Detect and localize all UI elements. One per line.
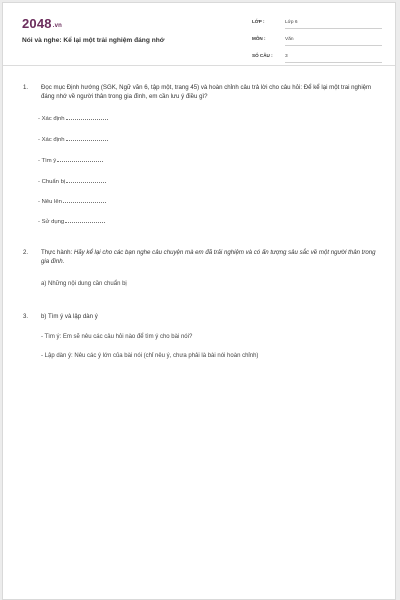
answer-blank[interactable] xyxy=(65,217,105,223)
meta-label: SỐ CÂU : xyxy=(252,53,273,58)
item-label: - Xác định xyxy=(38,116,65,122)
meta-row-class xyxy=(252,17,382,34)
question-number: 3. xyxy=(23,313,29,320)
meta-row-subject xyxy=(252,34,382,51)
meta-table xyxy=(252,17,382,68)
question-number: 1. xyxy=(23,84,29,91)
worksheet-page xyxy=(2,2,396,600)
question-text: b) Tìm ý và lập dàn ý xyxy=(41,313,98,320)
question-3-sub-outline: - Lập dàn ý: Nêu các ý lớn của bài nói (chỉ nêu ý, chưa phải là bài nói hoàn chỉnh) xyxy=(41,353,259,359)
meta-value: Văn xyxy=(285,36,382,46)
item-label: - Nêu lên xyxy=(38,199,62,205)
item-label: - Tìm ý xyxy=(38,158,57,164)
answer-blank[interactable] xyxy=(63,197,106,203)
answer-item[interactable] xyxy=(38,177,106,187)
worksheet-body xyxy=(3,65,395,599)
logo-text: 2048 xyxy=(22,16,52,31)
site-logo[interactable] xyxy=(22,16,62,31)
answer-blank[interactable] xyxy=(66,177,106,183)
answer-item[interactable] xyxy=(38,156,103,166)
meta-value: Lớp 6 xyxy=(285,19,382,29)
question-3-sub-find-ideas: - Tìm ý: Em sẽ nêu các câu hỏi nào để tìm ý cho bài nói? xyxy=(41,334,193,340)
answer-item[interactable] xyxy=(38,197,106,207)
answer-item[interactable] xyxy=(38,217,105,227)
question-number: 2. xyxy=(23,249,29,256)
meta-label: LỚP : xyxy=(252,19,265,24)
answer-blank[interactable] xyxy=(57,156,103,162)
answer-item[interactable] xyxy=(38,114,108,124)
answer-item[interactable] xyxy=(38,135,108,145)
item-label: - Sử dụng xyxy=(38,219,65,225)
answer-blank[interactable] xyxy=(66,135,108,141)
item-label: - Chuẩn bị xyxy=(38,179,66,185)
logo-tld: .vn xyxy=(52,23,63,29)
answer-blank[interactable] xyxy=(66,114,108,120)
meta-label: MÔN : xyxy=(252,36,266,41)
worksheet-header xyxy=(3,3,395,66)
question-text: Đọc mục Định hướng (SGK, Ngữ văn 6, tập một, trang 45) và hoàn chỉnh câu trả lời cho câu hỏi: Để kể lại một trai nghiệm đáng nhớ về người thân trong gia đình, em cần lưu ý điều gì? xyxy=(41,84,372,100)
question-2-sub: a) Những nội dung cần chuẩn bị xyxy=(41,281,127,287)
question-text xyxy=(41,248,377,266)
page-title: Nói và nghe: Kể lại một trải nghiệm đáng nhớ xyxy=(22,37,165,44)
question-lead: Thực hành: xyxy=(41,249,73,256)
item-label: - Xác định xyxy=(38,137,65,143)
question-prompt: Hãy kể lại cho các bạn nghe câu chuyện mà em đã trải nghiệm và có ấn tượng sâu sắc về một người thân trong gia đình. xyxy=(41,249,376,265)
meta-value: 3 xyxy=(285,53,382,63)
